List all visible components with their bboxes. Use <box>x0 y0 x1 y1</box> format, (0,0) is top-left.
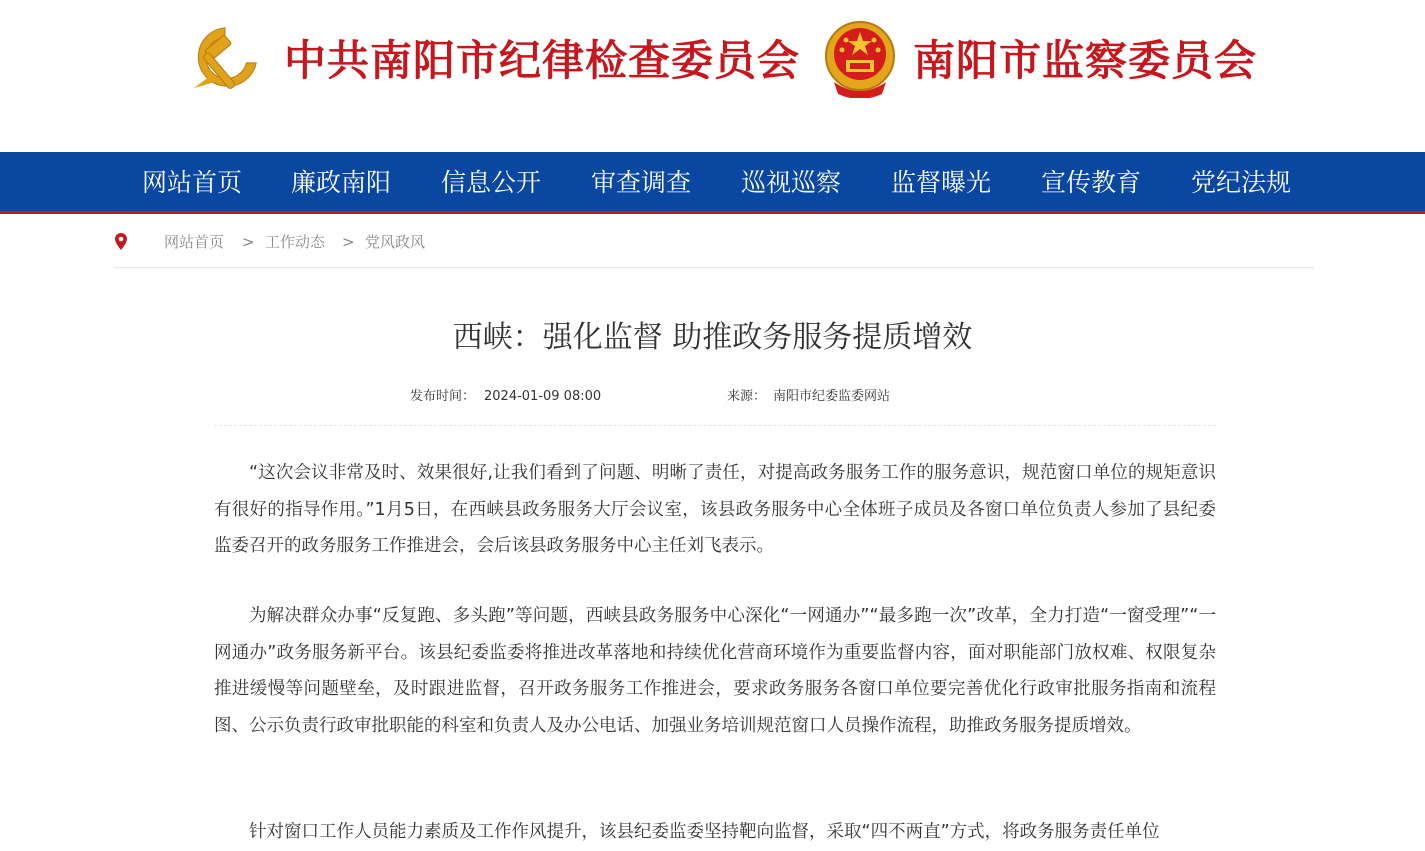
breadcrumb-home[interactable]: 网站首页 <box>164 233 225 251</box>
source-label: 来源： <box>727 389 767 404</box>
nav-item-investigation[interactable]: 审查调查 <box>591 168 692 197</box>
nav-item-party-regulations[interactable]: 党纪法规 <box>1191 168 1292 197</box>
site-title-commission: 中共南阳市纪律检查委员会 <box>284 36 801 85</box>
source-value: 南阳市纪委监委网站 <box>773 389 891 404</box>
breadcrumb-separator: > <box>242 233 255 251</box>
main-nav <box>0 152 1425 214</box>
breadcrumb <box>114 225 1314 268</box>
nav-item-supervision-exposure[interactable]: 监督曝光 <box>891 168 992 197</box>
breadcrumb-work-news[interactable]: 工作动态 <box>265 233 326 251</box>
nav-item-info-disclosure[interactable]: 信息公开 <box>441 168 542 197</box>
meta-divider <box>214 425 1216 426</box>
breadcrumb-party-style[interactable]: 党风政风 <box>365 233 426 251</box>
national-emblem-icon <box>824 20 896 98</box>
article-paragraph: 针对窗口工作人员能力素质及工作作风提升，该县纪委监委坚持靶向监督，采取“四不两直”方式，将政务服务责任单位 <box>249 822 1160 842</box>
article-paragraph: “这次会议非常及时、效果很好,让我们看到了问题、明晰了责任，对提高政务服务工作的服务意识，规范窗口单位的规矩意识有很好的指导作用。”1月5日，在西峡县政务服务大厅会议室，该县政务服务中心全体班子成员及各窗口单位负责人参加了县纪委监委召开的政务服务工作推进会，会后该县政务服务中心主任刘飞表示。 <box>214 463 1216 556</box>
nav-item-inspection[interactable]: 巡视巡察 <box>741 168 842 197</box>
nav-item-publicity-education[interactable]: 宣传教育 <box>1041 168 1142 197</box>
hammer-sickle-icon <box>186 20 264 98</box>
nav-item-lianzheng-nanyang[interactable]: 廉政南阳 <box>291 168 392 197</box>
publish-label: 发布时间： <box>410 389 476 404</box>
breadcrumb-separator: > <box>342 233 355 251</box>
article-title: 西峡：强化监督 助推政务服务提质增效 <box>452 320 973 355</box>
site-title-supervision: 南阳市监察委员会 <box>913 36 1258 85</box>
publish-time: 2024-01-09 08:00 <box>484 389 602 404</box>
site-header <box>0 0 1425 152</box>
location-pin-icon <box>114 233 128 251</box>
article-paragraph: 为解决群众办事“反复跑、多头跑”等问题，西峡县政务服务中心深化“一网通办”“最多跑一次”改革，全力打造“一窗受理”“一网通办”政务服务新平台。该县纪委监委将推进改革落地和持续优化营商环境作为重要监督内容，面对职能部门放权难、权限复杂推进缓慢等问题壁垒，及时跟进监督，召开政务服务工作推进会，要求政务服务各窗口单位要完善优化行政审批服务指南和流程图、公示负责行政审批职能的科室和负责人及办公电话、加强业务培训规范窗口人员操作流程，助推政务服务提质增效。 <box>214 606 1216 736</box>
nav-item-home[interactable]: 网站首页 <box>142 168 243 197</box>
